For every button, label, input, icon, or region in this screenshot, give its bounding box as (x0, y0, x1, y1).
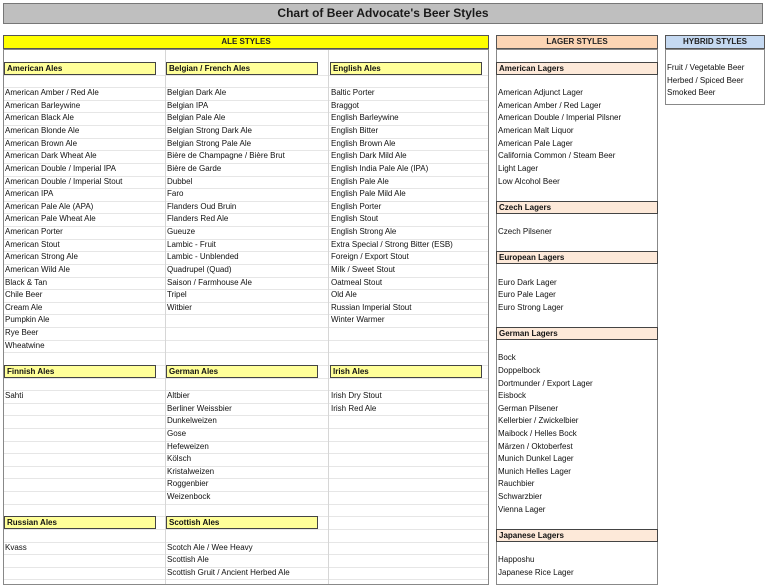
style-item: Extra Special / Strong Bitter (ESB) (331, 240, 453, 249)
style-item: Gueuze (167, 227, 196, 236)
style-item: Munich Helles Lager (498, 467, 571, 476)
grid-col-line (165, 50, 166, 584)
style-item: Kölsch (167, 454, 192, 463)
style-item: Hefeweizen (167, 442, 209, 451)
style-item: Belgian IPA (167, 101, 209, 110)
group-header: German Lagers (496, 327, 658, 340)
grid-row-line (4, 529, 488, 530)
hybrid-styles-header: HYBRID STYLES (665, 35, 765, 49)
style-item: Foreign / Export Stout (331, 252, 409, 261)
style-item: English Strong Ale (331, 227, 397, 236)
style-item: Belgian Pale Ale (167, 113, 226, 122)
style-item: Quadrupel (Quad) (167, 265, 232, 274)
ale-styles-header: ALE STYLES (3, 35, 489, 49)
style-item: Kristalweizen (167, 467, 215, 476)
style-item: Smoked Beer (667, 88, 716, 97)
style-item: English Brown Ale (331, 139, 396, 148)
group-header: Finnish Ales (4, 365, 156, 378)
style-item: Happoshu (498, 555, 535, 564)
style-item: Kvass (5, 543, 27, 552)
style-item: Pumpkin Ale (5, 315, 50, 324)
style-item: American Pale Wheat Ale (5, 214, 96, 223)
style-item: Scotch Ale / Wee Heavy (167, 543, 253, 552)
style-item: Gose (167, 429, 187, 438)
style-item: Flanders Oud Bruin (167, 202, 237, 211)
style-item: Scottish Gruit / Ancient Herbed Ale (167, 568, 290, 577)
group-header: American Ales (4, 62, 156, 75)
style-item: Black & Tan (5, 278, 48, 287)
lager-styles-header: LAGER STYLES (496, 35, 658, 49)
style-item: Irish Dry Stout (331, 391, 382, 400)
style-item: Belgian Strong Pale Ale (167, 139, 252, 148)
style-item: Belgian Strong Dark Ale (167, 126, 252, 135)
style-item: Witbier (167, 303, 192, 312)
style-item: American Stout (5, 240, 60, 249)
style-item: German Pilsener (498, 404, 559, 413)
style-item: Japanese Rice Lager (498, 568, 574, 577)
style-item: English Pale Mild Ale (331, 189, 406, 198)
style-item: Faro (167, 189, 184, 198)
group-header: English Ales (330, 62, 482, 75)
style-item: Bock (498, 353, 516, 362)
style-item: English Porter (331, 202, 382, 211)
group-header: German Ales (166, 365, 318, 378)
style-item: English Bitter (331, 126, 379, 135)
style-item: American Brown Ale (5, 139, 78, 148)
group-header: European Lagers (496, 251, 658, 264)
style-item: Lambic - Unblended (167, 252, 239, 261)
style-item: American Porter (5, 227, 63, 236)
group-header: Czech Lagers (496, 201, 658, 214)
style-item: American Black Ale (5, 113, 74, 122)
grid-row-line (4, 352, 488, 353)
style-item: Russian Imperial Stout (331, 303, 412, 312)
style-item: American Double / Imperial Stout (5, 177, 123, 186)
grid-row-line (4, 75, 488, 76)
chart-title: Chart of Beer Advocate's Beer Styles (3, 3, 763, 24)
style-item: American Amber / Red Ale (5, 88, 99, 97)
style-item: Munich Dunkel Lager (498, 454, 574, 463)
style-item: Bière de Champagne / Bière Brut (167, 151, 285, 160)
grid-row-line (4, 504, 488, 505)
style-item: Saison / Farmhouse Ale (167, 278, 252, 287)
style-item: American Double / Imperial IPA (5, 164, 117, 173)
style-item: Flanders Red Ale (167, 214, 229, 223)
style-item: Irish Red Ale (331, 404, 377, 413)
style-item: American Blonde Ale (5, 126, 80, 135)
style-item: Bière de Garde (167, 164, 222, 173)
style-item: Weizenbock (167, 492, 211, 501)
style-item: Eisbock (498, 391, 527, 400)
style-item: Scottish Ale (167, 555, 209, 564)
style-item: Märzen / Oktoberfest (498, 442, 573, 451)
style-item: American Wild Ale (5, 265, 70, 274)
style-item: English India Pale Ale (IPA) (331, 164, 429, 173)
style-item: Doppelbock (498, 366, 541, 375)
style-item: Vienna Lager (498, 505, 546, 514)
style-item: Kellerbier / Zwickelbier (498, 416, 579, 425)
style-item: Cream Ale (5, 303, 43, 312)
style-item: Euro Strong Lager (498, 303, 564, 312)
style-item: Maibock / Helles Bock (498, 429, 577, 438)
style-item: Baltic Porter (331, 88, 375, 97)
style-item: Oatmeal Stout (331, 278, 383, 287)
style-item: Belgian Dark Ale (167, 88, 227, 97)
group-header: Scottish Ales (166, 516, 318, 529)
style-item: Rye Beer (5, 328, 39, 337)
style-item: Fruit / Vegetable Beer (667, 63, 745, 72)
style-item: American Pale Ale (APA) (5, 202, 94, 211)
style-item: Dubbel (167, 177, 193, 186)
style-item: Euro Dark Lager (498, 278, 557, 287)
grid-row-line (4, 579, 488, 580)
style-item: Dunkelweizen (167, 416, 217, 425)
style-item: Herbed / Spiced Beer (667, 76, 744, 85)
style-item: American Amber / Red Lager (498, 101, 602, 110)
style-item: Roggenbier (167, 479, 209, 488)
style-item: Braggot (331, 101, 360, 110)
style-item: American Adjunct Lager (498, 88, 583, 97)
style-item: English Barleywine (331, 113, 399, 122)
group-header: Japanese Lagers (496, 529, 658, 542)
style-item: Euro Pale Lager (498, 290, 556, 299)
style-item: English Pale Ale (331, 177, 389, 186)
style-item: Lambic - Fruit (167, 240, 216, 249)
grid-row-line (4, 378, 488, 379)
style-item: American Strong Ale (5, 252, 78, 261)
group-header: Irish Ales (330, 365, 482, 378)
style-item: English Stout (331, 214, 379, 223)
style-item: American Pale Lager (498, 139, 573, 148)
style-item: Low Alcohol Beer (498, 177, 560, 186)
group-header: American Lagers (496, 62, 658, 75)
style-item: Winter Warmer (331, 315, 385, 324)
style-item: California Common / Steam Beer (498, 151, 616, 160)
grid-col-line (328, 50, 329, 584)
group-header: Russian Ales (4, 516, 156, 529)
style-item: American Malt Liquor (498, 126, 574, 135)
style-item: Sahti (5, 391, 24, 400)
style-item: Rauchbier (498, 479, 535, 488)
style-item: Dortmunder / Export Lager (498, 379, 593, 388)
style-item: English Dark Mild Ale (331, 151, 407, 160)
style-item: Schwarzbier (498, 492, 543, 501)
style-item: American Dark Wheat Ale (5, 151, 97, 160)
style-item: American Double / Imperial Pilsner (498, 113, 622, 122)
style-item: Tripel (167, 290, 187, 299)
style-item: Berliner Weissbier (167, 404, 232, 413)
style-item: Old Ale (331, 290, 357, 299)
style-item: Milk / Sweet Stout (331, 265, 396, 274)
style-item: American IPA (5, 189, 54, 198)
style-item: Altbier (167, 391, 190, 400)
style-item: American Barleywine (5, 101, 81, 110)
style-item: Chile Beer (5, 290, 43, 299)
style-item: Light Lager (498, 164, 539, 173)
group-header: Belgian / French Ales (166, 62, 318, 75)
style-item: Wheatwine (5, 341, 45, 350)
style-item: Czech Pilsener (498, 227, 552, 236)
